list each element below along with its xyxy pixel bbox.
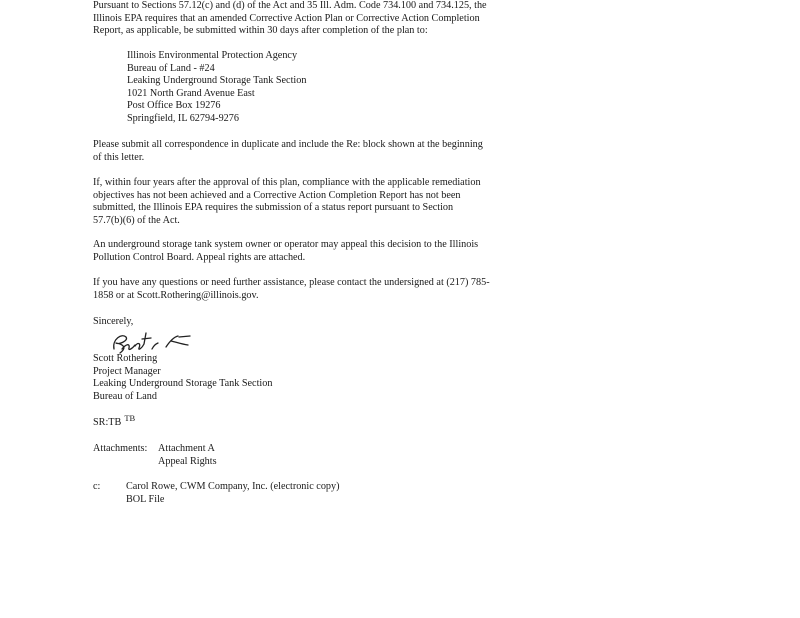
text-line: 57.7(b)(6) of the Act. <box>93 214 180 226</box>
signer-section: Leaking Underground Storage Tank Section <box>93 378 273 390</box>
signer-name: Scott Rothering <box>93 353 158 364</box>
address-line: Post Office Box 19276 <box>127 100 221 112</box>
initials-handwritten: TB <box>124 413 136 423</box>
cc-label: c: <box>93 481 101 492</box>
closing-text: Sincerely, <box>93 316 134 327</box>
mailing-address <box>127 50 567 126</box>
attachment-item: Appeal Rights <box>158 456 217 467</box>
paragraph-questions <box>93 277 533 302</box>
text-line: of this letter. <box>93 151 145 163</box>
attachment-item: Attachment A <box>158 443 215 454</box>
text-line: objectives has not been achieved and a Corrective Action Completion Report has not been <box>93 189 461 201</box>
text-line: submitted, the Illinois EPA requires the submission of a status report pursuant to Section <box>93 202 454 214</box>
text-line: An underground storage tank system owner or operator may appeal this decision to the Illinois <box>93 239 479 250</box>
text-line: If you have any questions or need further assistance, please contact the undersigned at (217) 785- <box>93 277 490 288</box>
text-line: Please submit all correspondence in duplicate and include the Re: block shown at the beginning <box>93 139 483 150</box>
cc-item: BOL File <box>126 494 165 505</box>
address-line: Leaking Underground Storage Tank Section <box>127 75 307 87</box>
initials-text: SR:TB <box>93 417 122 428</box>
text-line: Pursuant to Sections 57.12(c) and (d) of the Act and 35 Ill. Adm. Code 734.100 and 734.125, the <box>93 0 487 11</box>
paragraph-duplicate <box>93 139 533 164</box>
paragraph-appeal <box>93 239 533 264</box>
address-line: 1021 North Grand Avenue East <box>127 87 255 99</box>
cc-item: Carol Rowe, CWM Company, Inc. (electronic copy) <box>126 481 340 492</box>
initials <box>93 413 533 430</box>
attachments-label: Attachments: <box>93 443 148 454</box>
text-line: Illinois EPA requires that an amended Corrective Action Plan or Corrective Action Completion <box>93 12 480 24</box>
text-line: Report, as applicable, be submitted within 30 days after completion of the plan to: <box>93 25 428 37</box>
signer-title: Project Manager <box>93 365 161 377</box>
text-line: Pollution Control Board. Appeal rights are attached. <box>93 251 306 263</box>
signer-block <box>93 353 533 403</box>
address-line: Illinois Environmental Protection Agency <box>127 50 298 61</box>
address-line: Springfield, IL 62794-9276 <box>127 112 239 124</box>
text-line: If, within four years after the approval of this plan, compliance with the applicable remediation <box>93 177 481 188</box>
email-line: 1858 or at Scott.Rothering@illinois.gov. <box>93 289 259 301</box>
address-line: Bureau of Land - #24 <box>127 62 215 74</box>
paragraph-pursuant <box>93 0 533 38</box>
paragraph-four-years <box>93 177 533 227</box>
signer-bureau: Bureau of Land <box>93 390 157 402</box>
